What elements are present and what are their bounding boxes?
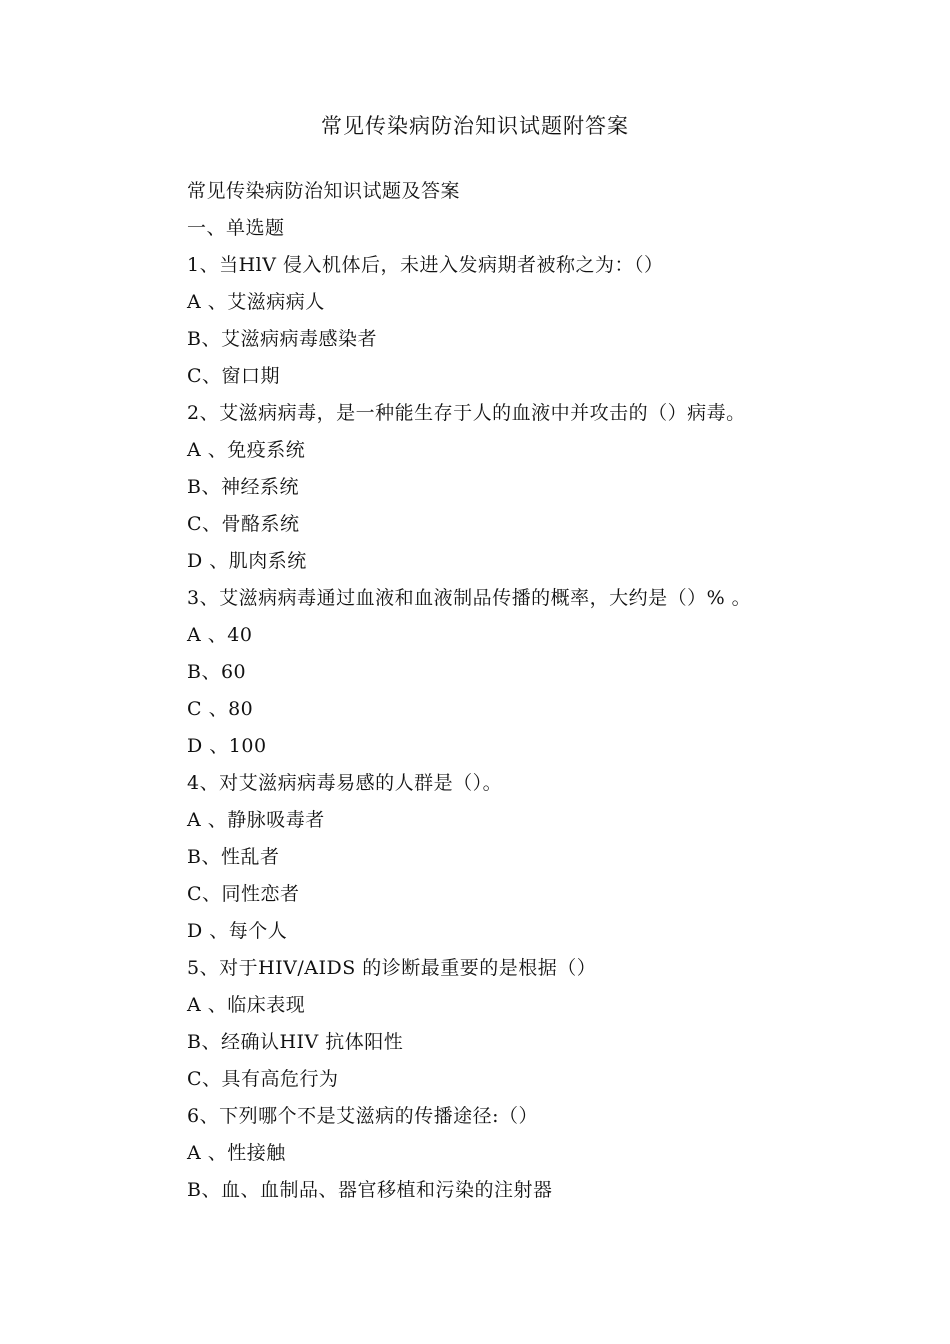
- option-2c: C、骨酪系统: [187, 513, 300, 535]
- option-4d: D 、每个人: [187, 920, 288, 942]
- option-2d: D 、肌肉系统: [187, 550, 307, 572]
- option-2a: A 、免疫系统: [187, 439, 306, 461]
- option-6b: B、血、血制品、器官移植和污染的注射器: [187, 1179, 553, 1201]
- section-subheading: 一、单选题: [187, 217, 285, 239]
- option-4b: B、性乱者: [187, 846, 280, 868]
- option-1c: C、窗口期: [187, 365, 281, 387]
- option-4c: C、同性恋者: [187, 883, 300, 905]
- option-3b: B、60: [187, 661, 247, 683]
- question-3: 3、艾滋病病毒通过血液和血液制品传播的概率，大约是（）% 。: [187, 587, 752, 609]
- option-5a: A 、临床表现: [187, 994, 306, 1016]
- document-body: [187, 173, 887, 1209]
- option-3a: A 、40: [187, 624, 253, 646]
- section-heading: 常见传染病防治知识试题及答案: [187, 180, 461, 202]
- question-5: 5、对于HIV/AIDS 的诊断最重要的是根据（）: [187, 957, 597, 979]
- option-3d: D 、100: [187, 735, 267, 757]
- option-1a: A 、艾滋病病人: [187, 291, 325, 313]
- question-4: 4、对艾滋病病毒易感的人群是（）。: [187, 772, 503, 794]
- document-title: 常见传染病防治知识试题附答案: [321, 114, 629, 138]
- option-5b: B、经确认HIV 抗体阳性: [187, 1031, 404, 1053]
- question-2: 2、艾滋病病毒，是一种能生存于人的血液中并攻击的（）病毒。: [187, 402, 746, 424]
- option-2b: B、神经系统: [187, 476, 299, 498]
- question-6: 6、下列哪个不是艾滋病的传播途径:（）: [187, 1105, 538, 1127]
- option-6a: A 、性接触: [187, 1142, 286, 1164]
- question-1: 1、当HlV 侵入机体后，未进入发病期者被称之为：（）: [187, 254, 664, 276]
- option-3c: C 、80: [187, 698, 254, 720]
- option-5c: C、具有高危行为: [187, 1068, 339, 1090]
- option-1b: B、艾滋病病毒感染者: [187, 328, 377, 350]
- option-4a: A 、静脉吸毒者: [187, 809, 325, 831]
